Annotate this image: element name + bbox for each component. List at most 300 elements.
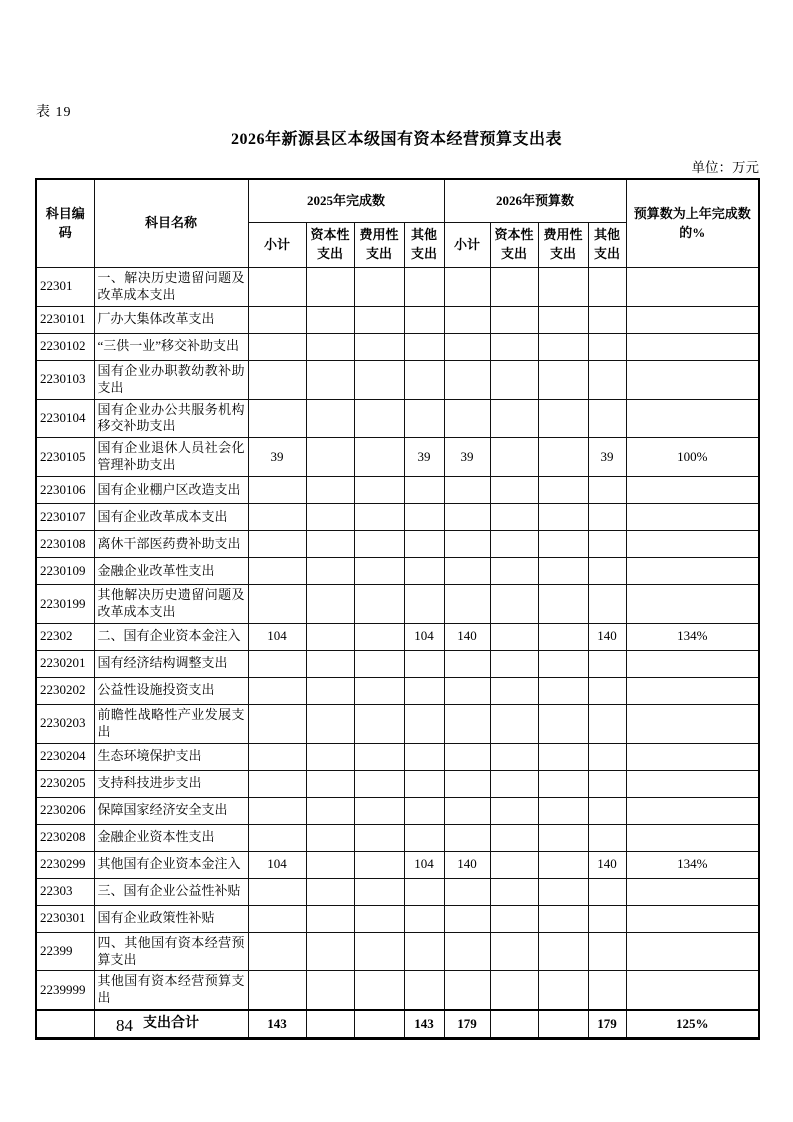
- row-subject-code: 2230201: [36, 650, 94, 677]
- unit-note: 单位：万元: [691, 160, 759, 175]
- row-value: [444, 477, 490, 504]
- row-value: [404, 770, 444, 797]
- total-value: [490, 1010, 538, 1039]
- row-subject-name: 其他国有企业资本金注入: [94, 851, 248, 878]
- row-subject-name: 保障国家经济安全支出: [94, 797, 248, 824]
- row-value: [354, 824, 404, 851]
- row-value: [306, 268, 354, 307]
- row-subject-code: 2230299: [36, 851, 94, 878]
- row-value: [404, 878, 444, 905]
- row-value: [354, 360, 404, 399]
- row-subject-name: 其他解决历史遗留问题及改革成本支出: [94, 585, 248, 624]
- row-value: [404, 824, 444, 851]
- row-value: [490, 477, 538, 504]
- row-subject-name: 离休干部医药费补助支出: [94, 531, 248, 558]
- row-value: [588, 770, 626, 797]
- row-value: [404, 905, 444, 932]
- row-value: [354, 878, 404, 905]
- row-value: [248, 932, 306, 971]
- row-value: [490, 531, 538, 558]
- row-value: [248, 399, 306, 438]
- total-value: 179: [444, 1010, 490, 1039]
- row-value: 100%: [626, 438, 759, 477]
- row-value: [354, 932, 404, 971]
- row-value: [354, 268, 404, 307]
- row-subject-code: 2230107: [36, 504, 94, 531]
- row-value: [444, 268, 490, 307]
- row-value: [626, 743, 759, 770]
- table-row: [36, 704, 759, 743]
- row-value: [626, 333, 759, 360]
- row-value: [588, 704, 626, 743]
- header-2026-subtotal: 小计: [444, 223, 490, 268]
- page-title: 2026年新源县区本级国有资本经营预算支出表: [230, 131, 562, 148]
- row-subject-name: 二、国有企业资本金注入: [94, 623, 248, 650]
- table-label: 表 19: [36, 105, 72, 120]
- row-subject-name: 国有企业办职教幼教补助支出: [94, 360, 248, 399]
- row-value: [306, 623, 354, 650]
- page-number: 84: [116, 1016, 133, 1035]
- row-subject-code: 2230205: [36, 770, 94, 797]
- row-value: [306, 558, 354, 585]
- row-subject-code: 22303: [36, 878, 94, 905]
- row-value: [490, 905, 538, 932]
- row-value: [588, 932, 626, 971]
- table-row: [36, 905, 759, 932]
- row-subject-name: 前瞻性战略性产业发展支出: [94, 704, 248, 743]
- row-value: [248, 905, 306, 932]
- row-value: [306, 797, 354, 824]
- table-row: [36, 851, 759, 878]
- row-subject-name: 金融企业改革性支出: [94, 558, 248, 585]
- row-value: [248, 878, 306, 905]
- row-value: [490, 268, 538, 307]
- row-value: [306, 905, 354, 932]
- row-value: [248, 333, 306, 360]
- table-row: [36, 477, 759, 504]
- row-value: [354, 438, 404, 477]
- row-value: [490, 504, 538, 531]
- row-value: [306, 824, 354, 851]
- row-value: [248, 677, 306, 704]
- row-value: [538, 824, 588, 851]
- header-subject-name: 科目名称: [94, 179, 248, 268]
- row-value: [444, 333, 490, 360]
- row-value: [588, 558, 626, 585]
- row-value: [444, 585, 490, 624]
- header-group-2026: 2026年预算数: [444, 179, 626, 223]
- row-value: 104: [404, 623, 444, 650]
- row-subject-name: 国有企业棚户区改造支出: [94, 477, 248, 504]
- table-total-row: [36, 1010, 759, 1039]
- row-value: 104: [404, 851, 444, 878]
- row-subject-name: 支持科技进步支出: [94, 770, 248, 797]
- row-subject-name: 其他国有资本经营预算支出: [94, 971, 248, 1010]
- row-value: [354, 851, 404, 878]
- row-value: [404, 558, 444, 585]
- row-value: [444, 878, 490, 905]
- row-value: [306, 399, 354, 438]
- row-value: [306, 677, 354, 704]
- total-value: 143: [404, 1010, 444, 1039]
- row-value: [490, 743, 538, 770]
- row-value: [404, 971, 444, 1010]
- row-value: [248, 797, 306, 824]
- row-value: [248, 650, 306, 677]
- row-subject-code: 2230208: [36, 824, 94, 851]
- row-value: [490, 623, 538, 650]
- row-value: [354, 333, 404, 360]
- row-value: [354, 971, 404, 1010]
- row-value: [306, 504, 354, 531]
- row-subject-code: 2230203: [36, 704, 94, 743]
- row-subject-code: 2230101: [36, 306, 94, 333]
- row-value: [404, 650, 444, 677]
- row-value: [306, 743, 354, 770]
- row-subject-code: 2230105: [36, 438, 94, 477]
- total-code-blank: [36, 1010, 94, 1039]
- row-value: [404, 677, 444, 704]
- row-value: [538, 623, 588, 650]
- row-value: [404, 504, 444, 531]
- row-value: [588, 971, 626, 1010]
- row-value: [538, 971, 588, 1010]
- row-value: [354, 477, 404, 504]
- row-subject-name: 国有企业办公共服务机构移交补助支出: [94, 399, 248, 438]
- table-row: [36, 306, 759, 333]
- row-subject-name: 生态环境保护支出: [94, 743, 248, 770]
- row-value: [404, 477, 444, 504]
- row-value: [538, 504, 588, 531]
- row-value: [626, 531, 759, 558]
- row-value: [444, 704, 490, 743]
- row-subject-name: 金融企业资本性支出: [94, 824, 248, 851]
- row-value: [490, 770, 538, 797]
- row-subject-name: 国有企业退休人员社会化管理补助支出: [94, 438, 248, 477]
- row-value: [490, 932, 538, 971]
- row-subject-name: 厂办大集体改革支出: [94, 306, 248, 333]
- row-value: [354, 531, 404, 558]
- row-subject-code: 22301: [36, 268, 94, 307]
- row-subject-name: 一、解决历史遗留问题及改革成本支出: [94, 268, 248, 307]
- row-subject-code: 2230108: [36, 531, 94, 558]
- row-value: [306, 477, 354, 504]
- row-value: [444, 770, 490, 797]
- table-row: [36, 558, 759, 585]
- total-value: 125%: [626, 1010, 759, 1039]
- row-value: [626, 878, 759, 905]
- row-value: [626, 932, 759, 971]
- row-value: [490, 797, 538, 824]
- table-row: [36, 743, 759, 770]
- row-subject-code: 2230301: [36, 905, 94, 932]
- row-value: [490, 878, 538, 905]
- row-value: [626, 797, 759, 824]
- row-value: [248, 704, 306, 743]
- row-value: [626, 824, 759, 851]
- row-value: 140: [444, 851, 490, 878]
- row-subject-name: 公益性设施投资支出: [94, 677, 248, 704]
- total-value: [306, 1010, 354, 1039]
- row-value: [626, 704, 759, 743]
- row-value: [538, 932, 588, 971]
- row-value: [248, 558, 306, 585]
- row-value: [490, 558, 538, 585]
- row-value: [588, 306, 626, 333]
- total-value: 179: [588, 1010, 626, 1039]
- row-value: [538, 650, 588, 677]
- header-2025-capital: 资本性支出: [306, 223, 354, 268]
- header-group-2025: 2025年完成数: [248, 179, 444, 223]
- table-row: [36, 677, 759, 704]
- row-value: [306, 851, 354, 878]
- row-value: [490, 306, 538, 333]
- row-value: [626, 971, 759, 1010]
- row-value: [306, 438, 354, 477]
- row-value: [354, 306, 404, 333]
- table-header: [36, 179, 759, 268]
- row-value: [306, 932, 354, 971]
- row-subject-code: 22302: [36, 623, 94, 650]
- row-value: [538, 851, 588, 878]
- row-value: [538, 770, 588, 797]
- row-value: [490, 333, 538, 360]
- row-value: 39: [588, 438, 626, 477]
- row-value: [626, 650, 759, 677]
- row-subject-code: 2230103: [36, 360, 94, 399]
- row-value: [444, 558, 490, 585]
- row-value: [404, 797, 444, 824]
- row-value: [588, 677, 626, 704]
- row-value: [538, 477, 588, 504]
- row-value: [354, 650, 404, 677]
- table-row: [36, 504, 759, 531]
- row-subject-code: 2230109: [36, 558, 94, 585]
- table-row: [36, 531, 759, 558]
- header-percent-of-prior-year: 预算数为上年完成数的%: [626, 179, 759, 268]
- row-value: [626, 905, 759, 932]
- row-value: [354, 905, 404, 932]
- row-value: [444, 399, 490, 438]
- row-value: [538, 360, 588, 399]
- total-value: [354, 1010, 404, 1039]
- row-value: [538, 268, 588, 307]
- row-value: [306, 770, 354, 797]
- row-value: [444, 306, 490, 333]
- row-value: [306, 704, 354, 743]
- header-2026-capital: 资本性支出: [490, 223, 538, 268]
- row-value: [354, 623, 404, 650]
- row-value: [588, 650, 626, 677]
- row-value: [248, 824, 306, 851]
- row-value: [538, 878, 588, 905]
- row-value: [626, 770, 759, 797]
- row-value: [490, 824, 538, 851]
- row-value: [404, 531, 444, 558]
- row-value: [444, 932, 490, 971]
- row-value: [490, 399, 538, 438]
- total-label: 支出合计: [94, 1010, 248, 1039]
- row-value: [404, 306, 444, 333]
- total-value: [538, 1010, 588, 1039]
- table-row: [36, 268, 759, 307]
- row-value: [404, 704, 444, 743]
- row-value: [444, 504, 490, 531]
- header-row-groups: [36, 179, 759, 223]
- table-row: [36, 878, 759, 905]
- row-subject-code: 2230202: [36, 677, 94, 704]
- row-value: [490, 360, 538, 399]
- row-value: [538, 743, 588, 770]
- row-value: [538, 905, 588, 932]
- row-value: [538, 399, 588, 438]
- row-value: [404, 268, 444, 307]
- row-value: [444, 743, 490, 770]
- row-value: 134%: [626, 851, 759, 878]
- row-value: [588, 399, 626, 438]
- row-value: [404, 399, 444, 438]
- row-subject-name: 国有企业政策性补贴: [94, 905, 248, 932]
- row-value: [490, 650, 538, 677]
- row-value: 140: [588, 851, 626, 878]
- header-subject-code: 科目编码: [36, 179, 94, 268]
- row-value: [404, 932, 444, 971]
- table-row: [36, 438, 759, 477]
- row-value: [354, 677, 404, 704]
- row-value: [354, 399, 404, 438]
- row-value: [588, 878, 626, 905]
- row-value: [306, 878, 354, 905]
- row-value: [306, 360, 354, 399]
- row-subject-code: 22399: [36, 932, 94, 971]
- table-row: [36, 797, 759, 824]
- row-value: [538, 306, 588, 333]
- row-value: [626, 360, 759, 399]
- table-body: [36, 268, 759, 1039]
- row-value: [538, 797, 588, 824]
- row-value: [626, 504, 759, 531]
- row-value: [588, 504, 626, 531]
- row-value: [444, 360, 490, 399]
- header-2026-expense: 费用性支出: [538, 223, 588, 268]
- row-subject-code: 2230206: [36, 797, 94, 824]
- row-value: [404, 743, 444, 770]
- row-value: [588, 333, 626, 360]
- row-value: [588, 268, 626, 307]
- row-value: [248, 770, 306, 797]
- row-value: [248, 971, 306, 1010]
- row-value: [490, 851, 538, 878]
- row-value: [248, 743, 306, 770]
- row-value: 140: [444, 623, 490, 650]
- row-value: [404, 585, 444, 624]
- row-value: 134%: [626, 623, 759, 650]
- header-2025-expense: 费用性支出: [354, 223, 404, 268]
- row-value: [490, 704, 538, 743]
- row-value: [626, 268, 759, 307]
- row-value: [538, 558, 588, 585]
- row-value: [354, 585, 404, 624]
- row-value: [538, 438, 588, 477]
- row-value: [404, 333, 444, 360]
- table-row: [36, 650, 759, 677]
- row-subject-name: “三供一业”移交补助支出: [94, 333, 248, 360]
- table-row: [36, 770, 759, 797]
- row-value: [354, 558, 404, 585]
- row-value: [626, 677, 759, 704]
- row-subject-code: 2230102: [36, 333, 94, 360]
- row-value: [306, 333, 354, 360]
- table-row: [36, 623, 759, 650]
- budget-expenditure-table: [35, 178, 760, 1040]
- row-value: [588, 477, 626, 504]
- table-row: [36, 399, 759, 438]
- row-value: [444, 824, 490, 851]
- row-value: 39: [248, 438, 306, 477]
- row-value: [490, 585, 538, 624]
- row-subject-name: 三、国有企业公益性补贴: [94, 878, 248, 905]
- row-value: [490, 971, 538, 1010]
- row-value: [626, 306, 759, 333]
- row-value: [444, 971, 490, 1010]
- row-value: [538, 531, 588, 558]
- row-value: [588, 824, 626, 851]
- row-value: [538, 704, 588, 743]
- row-value: [490, 677, 538, 704]
- row-value: [444, 650, 490, 677]
- table-row: [36, 585, 759, 624]
- row-value: [354, 770, 404, 797]
- row-value: [444, 797, 490, 824]
- row-subject-code: 2230104: [36, 399, 94, 438]
- row-value: [588, 797, 626, 824]
- row-value: [588, 585, 626, 624]
- row-value: 140: [588, 623, 626, 650]
- row-value: [588, 360, 626, 399]
- row-value: 39: [444, 438, 490, 477]
- row-value: [588, 743, 626, 770]
- row-value: 104: [248, 623, 306, 650]
- row-value: [354, 797, 404, 824]
- row-value: [538, 333, 588, 360]
- total-value: 143: [248, 1010, 306, 1039]
- row-value: [588, 531, 626, 558]
- row-value: [588, 905, 626, 932]
- row-value: [248, 360, 306, 399]
- header-2025-other: 其他支出: [404, 223, 444, 268]
- row-value: [248, 477, 306, 504]
- row-value: [306, 650, 354, 677]
- row-value: [626, 585, 759, 624]
- row-value: [306, 585, 354, 624]
- row-value: [248, 585, 306, 624]
- table-row: [36, 932, 759, 971]
- row-value: 104: [248, 851, 306, 878]
- row-value: [306, 971, 354, 1010]
- row-value: [248, 306, 306, 333]
- row-value: [354, 704, 404, 743]
- row-value: [490, 438, 538, 477]
- row-value: [248, 531, 306, 558]
- row-subject-name: 四、其他国有资本经营预算支出: [94, 932, 248, 971]
- table-row: [36, 971, 759, 1010]
- table-row: [36, 333, 759, 360]
- row-subject-code: 2239999: [36, 971, 94, 1010]
- row-subject-name: 国有企业改革成本支出: [94, 504, 248, 531]
- table-row: [36, 824, 759, 851]
- row-value: [248, 268, 306, 307]
- row-value: [444, 905, 490, 932]
